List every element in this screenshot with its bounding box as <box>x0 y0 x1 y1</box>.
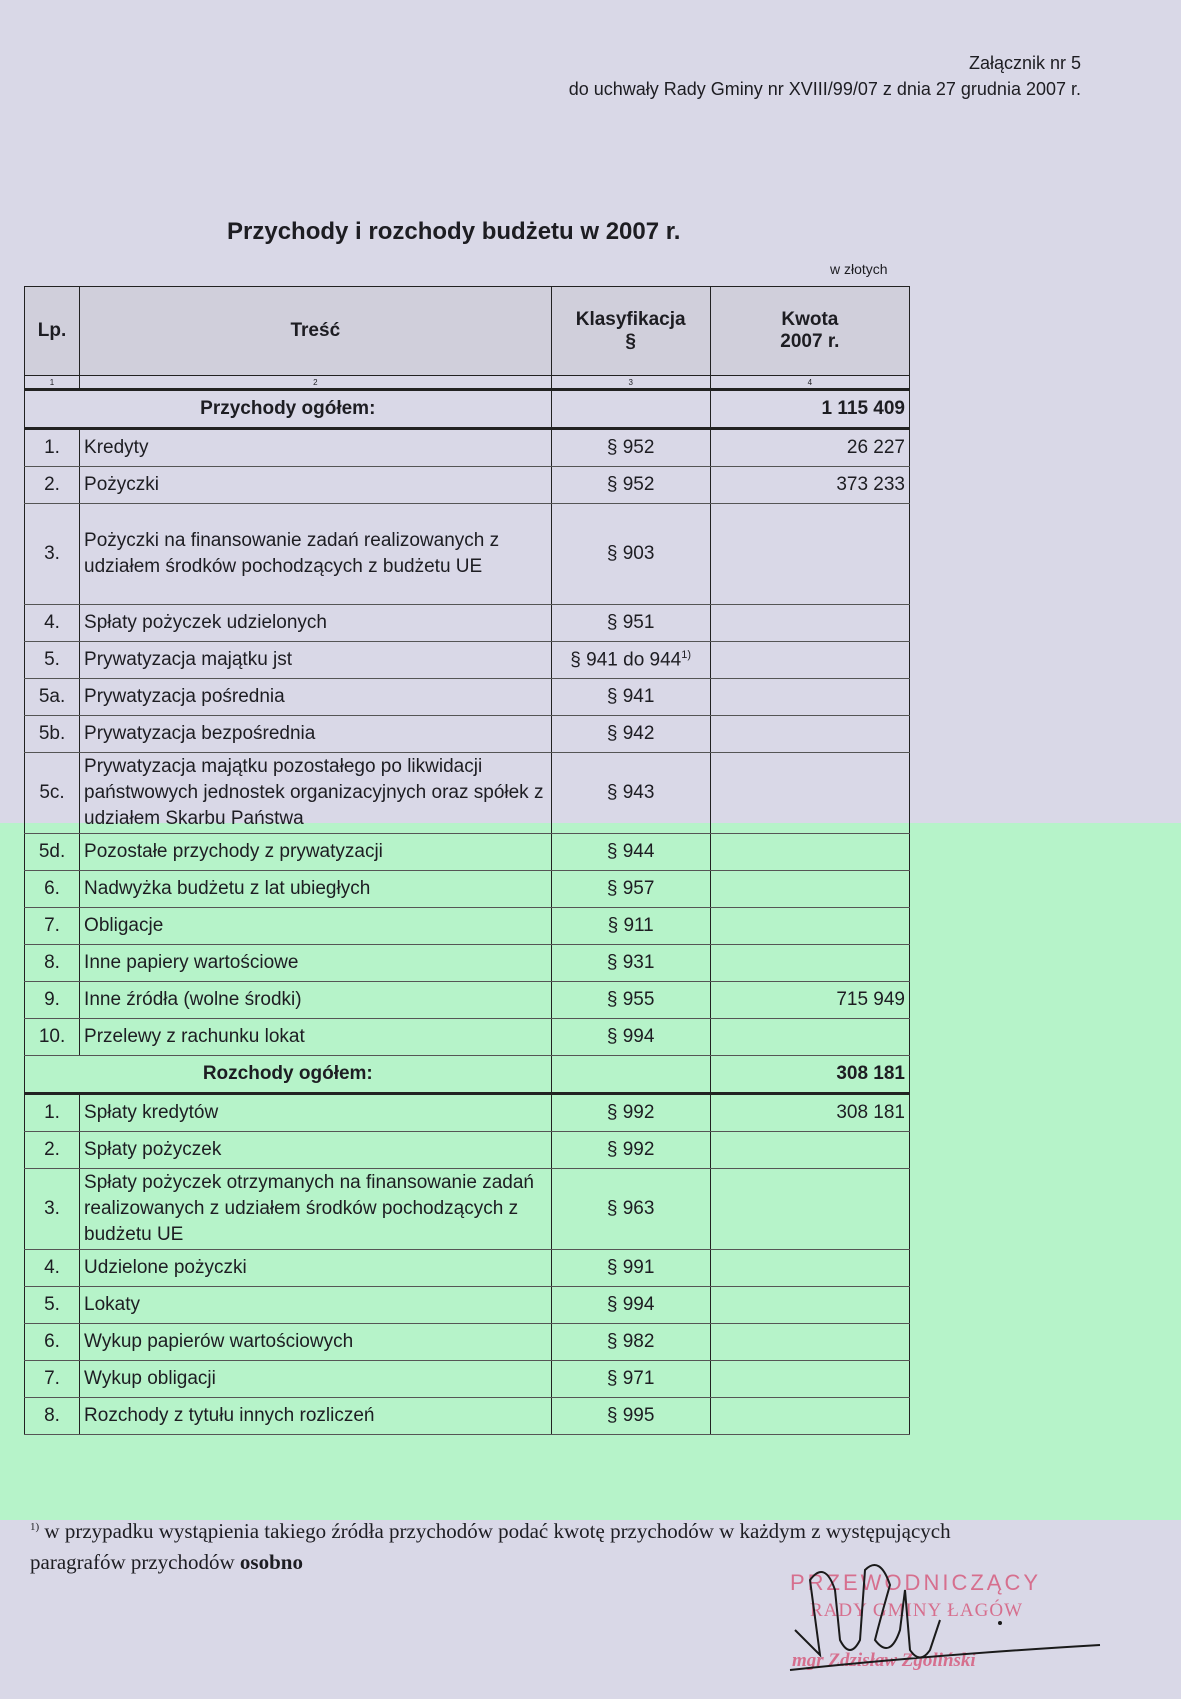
row-klasyfikacja-cell <box>551 908 710 945</box>
row-lp: 5. <box>25 1287 80 1324</box>
row-kwota <box>710 871 909 908</box>
row-kwota <box>710 1398 909 1435</box>
header-kwota-year: 2007 r. <box>780 331 840 352</box>
row-klasyfikacja-cell <box>551 1324 710 1361</box>
row-lp: 5d. <box>25 834 80 871</box>
row-kwota <box>710 1132 909 1169</box>
row-tresc: Udzielone pożyczki <box>80 1250 552 1287</box>
table-row <box>25 1287 910 1324</box>
header-kwota-label: Kwota <box>781 309 839 330</box>
table-row <box>25 504 910 605</box>
row-tresc: Przelewy z rachunku lokat <box>80 1019 552 1056</box>
row-lp: 5b. <box>25 716 80 753</box>
row-lp: 1. <box>25 1094 80 1132</box>
row-klasyfikacja-cell <box>551 871 710 908</box>
column-number: 1 <box>25 376 80 390</box>
stamp-name: mgr Zdzisław Zgoliński <box>792 1650 976 1671</box>
table-row <box>25 1132 910 1169</box>
row-kwota <box>710 945 909 982</box>
row-lp: 8. <box>25 1398 80 1435</box>
row-kwota <box>710 1324 909 1361</box>
table-row <box>25 982 910 1019</box>
row-klasyfikacja-cell <box>551 1361 710 1398</box>
annex-header <box>569 50 1081 102</box>
row-tresc: Prywatyzacja pośrednia <box>80 679 552 716</box>
row-lp: 3. <box>25 504 80 605</box>
row-klasyfikacja-cell <box>551 1398 710 1435</box>
row-lp: 10. <box>25 1019 80 1056</box>
row-klasyfikacja-cell <box>551 834 710 871</box>
rozchody-total-row <box>25 1056 910 1094</box>
row-klasyfikacja-cell <box>551 605 710 642</box>
currency-unit: w złotych <box>830 261 888 277</box>
table-row <box>25 642 910 679</box>
table-row <box>25 605 910 642</box>
annex-resolution-ref: do uchwały Rady Gminy nr XVIII/99/07 z dnia 27 grudnia 2007 r. <box>568 79 1081 99</box>
row-kwota <box>710 716 909 753</box>
przychody-total-klas <box>551 390 710 429</box>
row-lp: 7. <box>25 908 80 945</box>
row-klasyfikacja: § 931 <box>606 952 655 973</box>
table-header-row <box>25 287 910 376</box>
footnote-bold: osobno <box>239 1550 303 1574</box>
row-kwota <box>710 1361 909 1398</box>
row-lp: 2. <box>25 467 80 504</box>
row-tresc: Inne źródła (wolne środki) <box>80 982 552 1019</box>
row-klasyfikacja: § 992 <box>606 1102 655 1123</box>
row-klasyfikacja: § 942 <box>606 723 655 744</box>
row-klasyfikacja-cell <box>551 716 710 753</box>
row-kwota <box>710 642 909 679</box>
row-tresc: Spłaty pożyczek otrzymanych na finansowanie zadań realizowanych z udziałem środków pochodzących z budżetu UE <box>80 1169 552 1250</box>
row-kwota <box>710 1250 909 1287</box>
row-lp: 8. <box>25 945 80 982</box>
row-kwota <box>710 679 909 716</box>
row-tresc: Rozchody z tytułu innych rozliczeń <box>80 1398 552 1435</box>
row-klasyfikacja: § 994 <box>606 1294 655 1315</box>
rozchody-total-klas <box>551 1056 710 1094</box>
row-klasyfikacja-cell <box>551 467 710 504</box>
table-body <box>25 376 910 1435</box>
rozchody-total-label: Rozchody ogółem: <box>25 1056 552 1094</box>
row-klasyfikacja-cell <box>551 1250 710 1287</box>
row-tresc: Wykup obligacji <box>80 1361 552 1398</box>
row-kwota <box>710 834 909 871</box>
row-kwota <box>710 1169 909 1250</box>
header-paragraph-symbol: § <box>625 331 636 352</box>
row-tresc: Lokaty <box>80 1287 552 1324</box>
row-klasyfikacja: § 991 <box>606 1257 655 1278</box>
row-klasyfikacja-cell <box>551 642 710 679</box>
row-lp: 9. <box>25 982 80 1019</box>
table-row <box>25 1398 910 1435</box>
row-tresc: Prywatyzacja majątku jst <box>80 642 552 679</box>
rozchody-total-amount: 308 181 <box>710 1056 909 1094</box>
row-klasyfikacja: § 971 <box>606 1368 655 1389</box>
row-klasyfikacja: § 911 <box>607 915 654 936</box>
row-kwota <box>710 1287 909 1324</box>
przychody-total-label: Przychody ogółem: <box>25 390 552 429</box>
budget-table <box>24 286 910 1435</box>
row-tresc: Pożyczki na finansowanie zadań realizowanych z udziałem środków pochodzących z budżetu UE <box>80 504 552 605</box>
table-row <box>25 908 910 945</box>
header-tresc: Treść <box>80 287 552 376</box>
row-klasyfikacja: § 941 <box>606 686 655 707</box>
table-row <box>25 429 910 467</box>
row-klasyfikacja: § 952 <box>606 474 655 495</box>
table-row <box>25 1019 910 1056</box>
table-row <box>25 1169 910 1250</box>
column-number-row <box>25 376 910 390</box>
row-lp: 4. <box>25 605 80 642</box>
stamp-title: PRZEWODNICZĄCY <box>790 1570 1041 1595</box>
row-kwota <box>710 504 909 605</box>
row-lp: 4. <box>25 1250 80 1287</box>
row-kwota: 26 227 <box>710 429 909 467</box>
row-lp: 2. <box>25 1132 80 1169</box>
annex-number: Załącznik nr 5 <box>968 53 1081 73</box>
row-lp: 6. <box>25 871 80 908</box>
table-row <box>25 945 910 982</box>
row-lp: 7. <box>25 1361 80 1398</box>
row-tresc: Pożyczki <box>80 467 552 504</box>
row-kwota <box>710 908 909 945</box>
row-klasyfikacja: § 957 <box>606 878 655 899</box>
row-lp: 6. <box>25 1324 80 1361</box>
row-klasyfikacja-cell <box>551 1169 710 1250</box>
table-row <box>25 467 910 504</box>
row-klasyfikacja: § 955 <box>606 989 655 1010</box>
row-tresc: Spłaty pożyczek <box>80 1132 552 1169</box>
row-tresc: Prywatyzacja majątku pozostałego po likwidacji państwowych jednostek organizacyjnych oraz spółek z udziałem Skarbu Państwa <box>80 753 552 834</box>
row-kwota: 308 181 <box>710 1094 909 1132</box>
column-number: 2 <box>80 376 552 390</box>
row-klasyfikacja-cell <box>551 679 710 716</box>
header-kwota <box>710 287 909 376</box>
row-kwota <box>710 1019 909 1056</box>
signature-icon <box>780 1560 1120 1690</box>
document-title: Przychody i rozchody budżetu w 2007 r. <box>227 218 681 245</box>
row-tresc: Kredyty <box>80 429 552 467</box>
table-row <box>25 1361 910 1398</box>
row-klasyfikacja-cell <box>551 504 710 605</box>
header-klasyfikacja-label: Klasyfikacja <box>575 309 686 330</box>
stamp-council: RADY GMINY ŁAGÓW <box>810 1600 1024 1621</box>
chairman-stamp <box>780 1560 1120 1690</box>
row-kwota: 715 949 <box>710 982 909 1019</box>
row-kwota <box>710 753 909 834</box>
row-tresc: Spłaty pożyczek udzielonych <box>80 605 552 642</box>
row-klasyfikacja: § 995 <box>606 1405 655 1426</box>
footnote-ref: 1) <box>681 648 692 661</box>
row-klasyfikacja-cell <box>551 429 710 467</box>
footnote-text: w przypadku wystąpienia takiego źródła przychodów podać kwotę przychodów w każdym z występujących paragrafów przychodów <box>30 1519 951 1574</box>
header-lp: Lp. <box>25 287 80 376</box>
row-tresc: Spłaty kredytów <box>80 1094 552 1132</box>
table-row <box>25 679 910 716</box>
row-lp: 5a. <box>25 679 80 716</box>
row-lp: 5. <box>25 642 80 679</box>
row-tresc: Obligacje <box>80 908 552 945</box>
column-number: 3 <box>551 376 710 390</box>
row-tresc: Inne papiery wartościowe <box>80 945 552 982</box>
table-row <box>25 834 910 871</box>
column-number: 4 <box>710 376 909 390</box>
row-klasyfikacja: § 992 <box>606 1139 655 1160</box>
row-klasyfikacja: § 963 <box>606 1198 655 1219</box>
row-tresc: Nadwyżka budżetu z lat ubiegłych <box>80 871 552 908</box>
table-row <box>25 1094 910 1132</box>
row-klasyfikacja-cell <box>551 1019 710 1056</box>
row-tresc: Wykup papierów wartościowych <box>80 1324 552 1361</box>
row-tresc: Pozostałe przychody z prywatyzacji <box>80 834 552 871</box>
row-kwota <box>710 605 909 642</box>
przychody-total-row <box>25 390 910 429</box>
row-klasyfikacja: § 982 <box>606 1331 655 1352</box>
row-klasyfikacja-cell <box>551 1287 710 1324</box>
row-klasyfikacja-cell <box>551 1094 710 1132</box>
row-klasyfikacja-cell <box>551 945 710 982</box>
row-klasyfikacja-cell <box>551 982 710 1019</box>
row-klasyfikacja-cell <box>551 1132 710 1169</box>
row-kwota: 373 233 <box>710 467 909 504</box>
row-klasyfikacja: § 903 <box>606 543 655 564</box>
row-klasyfikacja: § 941 do 944 <box>570 649 682 671</box>
row-klasyfikacja: § 951 <box>606 612 655 633</box>
row-klasyfikacja: § 944 <box>606 841 655 862</box>
row-lp: 1. <box>25 429 80 467</box>
table-row <box>25 871 910 908</box>
row-klasyfikacja: § 943 <box>606 782 655 803</box>
table-row <box>25 716 910 753</box>
row-lp: 3. <box>25 1169 80 1250</box>
footnote-marker: 1) <box>30 1521 40 1533</box>
row-klasyfikacja: § 952 <box>606 437 655 458</box>
table-row <box>25 1250 910 1287</box>
row-klasyfikacja: § 994 <box>606 1026 655 1047</box>
row-lp: 5c. <box>25 753 80 834</box>
row-tresc: Prywatyzacja bezpośrednia <box>80 716 552 753</box>
row-klasyfikacja-cell <box>551 753 710 834</box>
table-row <box>25 753 910 834</box>
table-row <box>25 1324 910 1361</box>
przychody-total-amount: 1 115 409 <box>710 390 909 429</box>
header-klasyfikacja <box>551 287 710 376</box>
